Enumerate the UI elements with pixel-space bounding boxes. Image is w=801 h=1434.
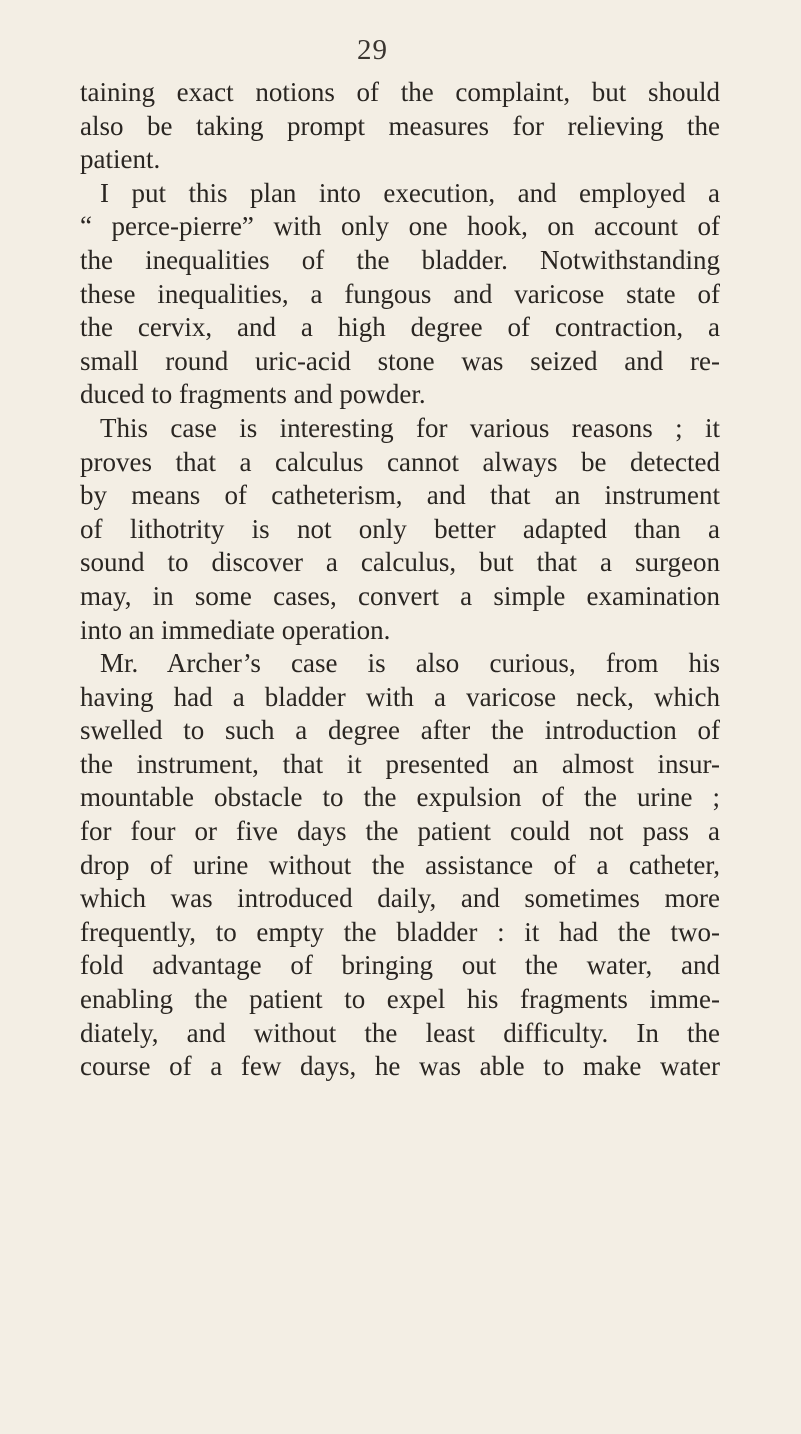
text-line: taining exact notions of the complaint, but should xyxy=(80,77,720,107)
text-line: patient. xyxy=(80,144,161,175)
text-line: for four or five days the patient could not pass a xyxy=(80,816,720,847)
text-line: proves that a calculus cannot always be detected xyxy=(80,446,720,477)
text-line: duced to fragments and powder. xyxy=(80,379,426,410)
text-line: into an immediate operation. xyxy=(80,614,391,645)
text-line: I put this plan into execution, and employed a xyxy=(100,177,720,208)
text-line: these inequalities, a fungous and varicose state of xyxy=(80,278,720,309)
text-line: “ perce-pierre” with only one hook, on account of xyxy=(80,211,720,242)
text-line: course of a few days, he was able to make water xyxy=(80,1051,720,1082)
text-line: fold advantage of bringing out the water, and xyxy=(80,950,720,981)
text-line: also be taking prompt measures for relieving the xyxy=(80,110,720,141)
text-line: the inequalities of the bladder. Notwithstanding xyxy=(80,244,720,275)
text-line: small round uric-acid stone was seized and re- xyxy=(80,345,720,376)
text-line: diately, and without the least difficulty. In the xyxy=(80,1017,720,1048)
text-line: the instrument, that it presented an almost insur- xyxy=(80,748,720,779)
text-line: which was introduced daily, and sometimes more xyxy=(80,883,720,914)
text-line: may, in some cases, convert a simple examination xyxy=(80,580,720,611)
text-line: This case is interesting for various reasons ; it xyxy=(100,412,720,443)
text-line: sound to discover a calculus, but that a surgeon xyxy=(80,547,720,578)
text-line: of lithotrity is not only better adapted than a xyxy=(80,513,720,544)
text-line: mountable obstacle to the expulsion of the urine ; xyxy=(80,782,720,813)
text-line: drop of urine without the assistance of a catheter, xyxy=(80,849,720,880)
text-line: frequently, to empty the bladder : it had the two- xyxy=(80,916,720,947)
text-line: enabling the patient to expel his fragments imme- xyxy=(80,984,720,1015)
body-text xyxy=(80,76,720,1084)
text-line: having had a bladder with a varicose neck, which xyxy=(80,681,720,712)
text-line: swelled to such a degree after the introduction of xyxy=(80,715,720,746)
page-number: 29 xyxy=(357,34,388,66)
text-line: Mr. Archer’s case is also curious, from his xyxy=(100,648,720,679)
text-line: by means of catheterism, and that an instrument xyxy=(80,480,720,511)
text-line: the cervix, and a high degree of contraction, a xyxy=(80,312,720,343)
